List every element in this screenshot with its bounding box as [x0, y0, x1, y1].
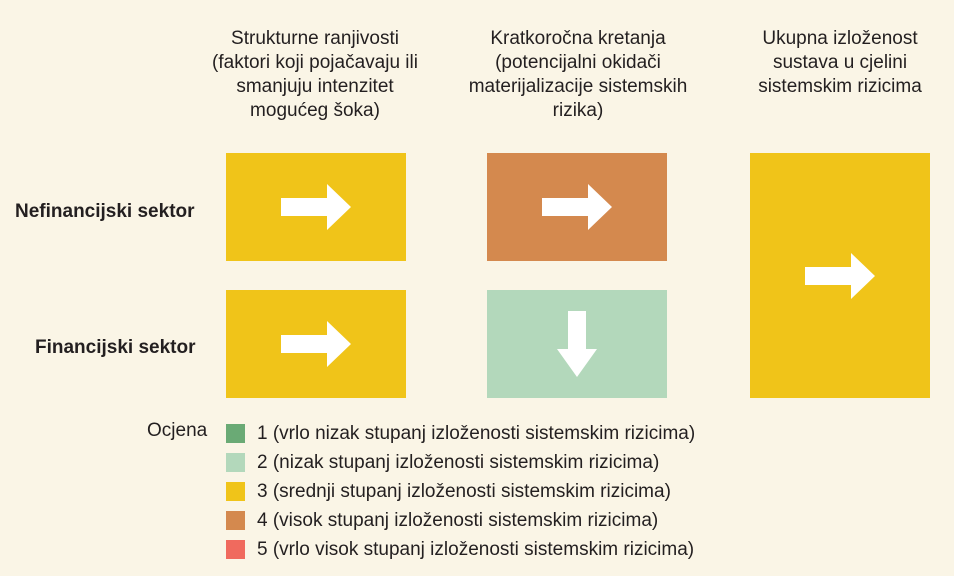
arrow-shape	[281, 321, 351, 367]
legend-swatch-4	[226, 511, 245, 530]
arrow-shape	[281, 184, 351, 230]
legend-swatch-1	[226, 424, 245, 443]
legend-label-5: 5 (vrlo visok stupanj izloženosti sistemskim rizicima)	[257, 538, 695, 560]
legend-item-4	[226, 506, 695, 535]
legend-label-4: 4 (visok stupanj izloženosti sistemskim rizicima)	[257, 509, 659, 531]
arrow-right-icon	[542, 184, 612, 230]
cell-financial-structural	[226, 290, 406, 398]
arrow-right-icon	[805, 253, 875, 299]
row-label-financial: Financijski sektor	[35, 337, 196, 358]
legend-swatch-2	[226, 453, 245, 472]
arrow-shape	[542, 184, 612, 230]
arrow-right-icon	[281, 184, 351, 230]
legend	[226, 419, 695, 564]
legend-label-1: 1 (vrlo nizak stupanj izloženosti sistemskim rizicima)	[257, 422, 696, 444]
column-header-overall: Ukupna izloženost sustava u cjelini sistemskim rizicima	[758, 28, 922, 97]
legend-item-2	[226, 448, 695, 477]
legend-item-1	[226, 419, 695, 448]
legend-swatch-3	[226, 482, 245, 501]
legend-item-5	[226, 535, 695, 564]
column-header-structural: Strukturne ranjivosti (faktori koji pojačavaju ili smanjuju intenzitet mogućeg šoka)	[212, 28, 418, 121]
legend-title: Ocjena	[147, 420, 208, 441]
cell-financial-short-term	[487, 290, 667, 398]
arrow-shape	[557, 311, 597, 377]
row-label-nonfinancial: Nefinancijski sektor	[15, 201, 195, 222]
legend-label-3: 3 (srednji stupanj izloženosti sistemskim rizicima)	[257, 480, 671, 502]
cell-nonfinancial-structural	[226, 153, 406, 261]
legend-swatch-5	[226, 540, 245, 559]
arrow-down-icon	[557, 311, 597, 377]
arrow-right-icon	[281, 321, 351, 367]
legend-item-3	[226, 477, 695, 506]
arrow-shape	[805, 253, 875, 299]
column-header-short-term: Kratkoročna kretanja (potencijalni okidači materijalizacije sistemskih rizika)	[468, 28, 688, 121]
legend-label-2: 2 (nizak stupanj izloženosti sistemskim rizicima)	[257, 451, 660, 473]
cell-overall	[750, 153, 930, 398]
cell-nonfinancial-short-term	[487, 153, 667, 261]
